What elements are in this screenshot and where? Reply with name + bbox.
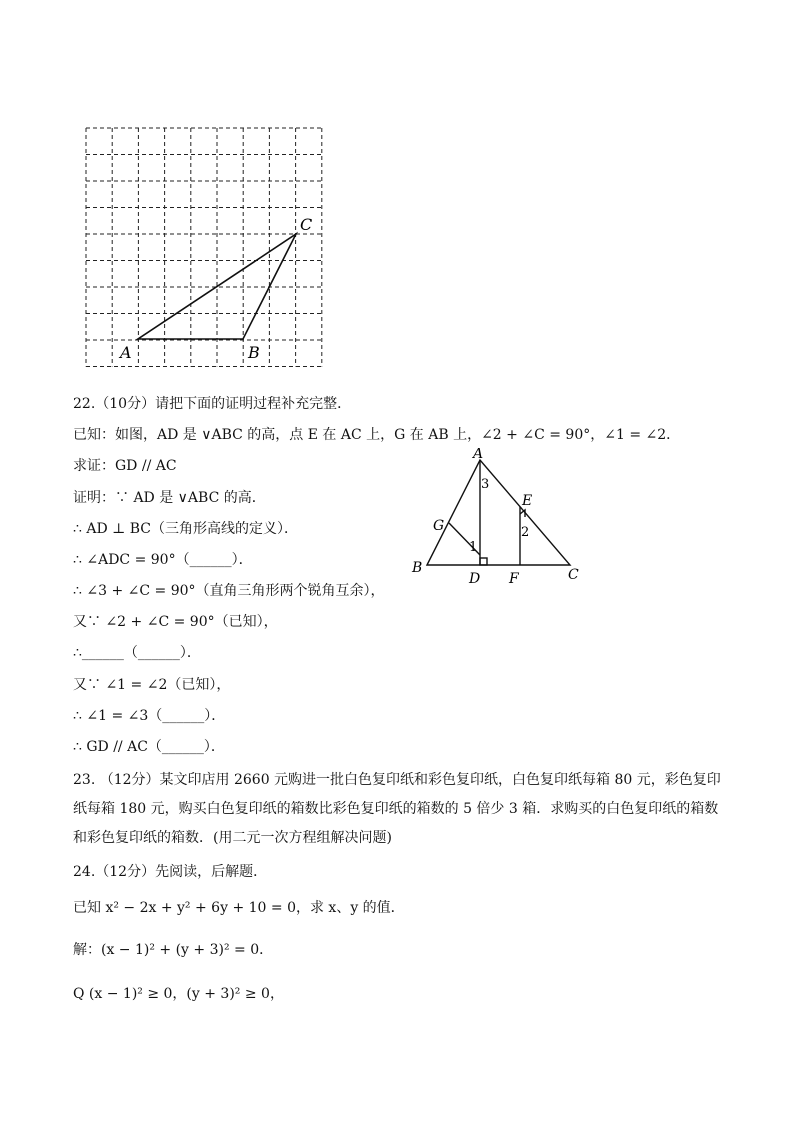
label-f: F: [509, 571, 519, 587]
q22-proof-step-7: 又∵ ∠1 = ∠2（已知），: [73, 677, 231, 693]
label-a: A: [120, 343, 132, 362]
right-angle-mark-f: [520, 510, 525, 517]
q22-proof-step-5: 又∵ ∠2 + ∠C = 90°（已知），: [73, 614, 278, 630]
angle-3-label: 3: [481, 477, 490, 492]
angle-2-label: 2: [521, 525, 530, 540]
q24-heading: 24.（12分）先阅读，后解题．: [73, 864, 268, 880]
q22-heading: 22.（10分）请把下面的证明过程补充完整．: [73, 396, 352, 412]
label-d: D: [469, 571, 481, 587]
q22-given: 已知：如图，AD 是 ∨ABC 的高，点 E 在 AC 上，G 在 AB 上，∠2 + ∠C = 90°，∠1 = ∠2．: [73, 427, 681, 443]
label-c: C: [568, 567, 579, 583]
label-a: A: [473, 448, 484, 462]
label-b: B: [412, 560, 423, 576]
label-b: B: [248, 343, 260, 362]
grid-triangle-figure: [80, 120, 340, 375]
q22-proof-step-2: ∴ AD ⊥ BC（三角形高线的定义）．: [73, 521, 299, 537]
q23-text: 23. （12分）某文印店用 2660 元购进一批白色复印纸和彩色复印纸，白色复印纸每箱 80 元，彩色复印纸每箱 180 元，购买白色复印纸的箱数比彩色复印纸的箱数的 5 倍少 3 箱．求购买的白色复印纸的箱数和彩色复印纸的箱数．(用二元一次方程组解决问题): [73, 772, 721, 846]
q24-solution-step-2: Q (x − 1)² ≥ 0，(y + 3)² ≥ 0，: [73, 986, 284, 1002]
label-e: E: [522, 493, 533, 509]
q22-proof-step-1: 证明：∵ AD 是 ∨ABC 的高．: [73, 490, 266, 506]
angle-1-label: 1: [469, 540, 478, 555]
q22-proof-step-3: ∴ ∠ADC = 90°（______）．: [73, 552, 253, 568]
q22-triangle-figure: [405, 448, 595, 588]
q22-proof-step-4: ∴ ∠3 + ∠C = 90°（直角三角形两个锐角互余），: [73, 583, 385, 599]
dashed-grid: [86, 128, 322, 367]
q22-to-prove: 求证：GD // AC: [73, 458, 177, 474]
q22-proof-step-8: ∴ ∠1 = ∠3（______）．: [73, 708, 226, 724]
q24-given: 已知 x² − 2x + y² + 6y + 10 = 0，求 x、y 的值．: [73, 900, 405, 916]
q22-proof-step-9: ∴ GD // AC（______）．: [73, 739, 225, 755]
q22-proof-step-6: ∴______（______）．: [73, 645, 201, 661]
right-angle-mark-d: [480, 558, 487, 565]
label-c: C: [300, 215, 313, 234]
q24-solution-step-1: 解：(x − 1)² + (y + 3)² = 0．: [73, 942, 274, 958]
label-g: G: [433, 518, 445, 534]
triangle-abc-outline: [427, 460, 570, 565]
